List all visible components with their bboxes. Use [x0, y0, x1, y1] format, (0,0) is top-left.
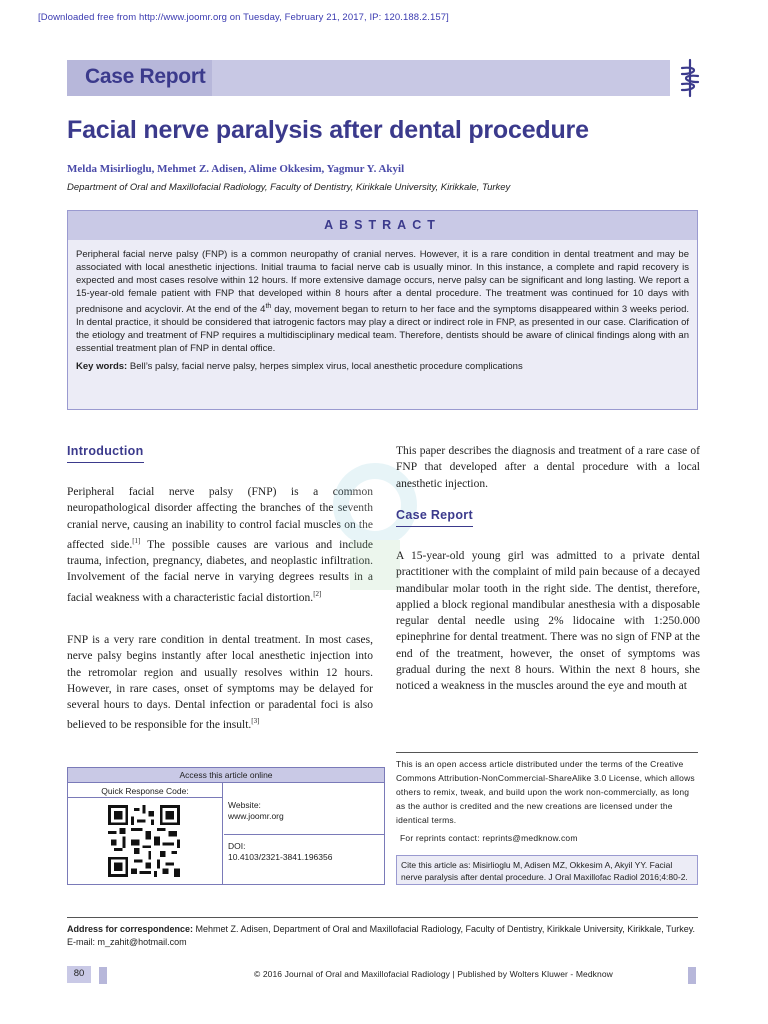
citation-box: Cite this article as: Misirlioglu M, Adisen MZ, Okkesim A, Akyil YY. Facial nerve paralysis after dental procedure. J Oral Maxillofac Radiol 2016;4:80-2. [396, 855, 698, 885]
article-type-label: Case Report [85, 65, 206, 88]
qr-column [68, 783, 223, 884]
website-link[interactable]: www.joomr.org [228, 811, 284, 821]
license-text: This is an open access article distributed under the terms of the Creative Commons Attribution-NonCommercial-ShareAlike 3.0 License, which allows others to remix, tweak, and build upon the work non-commercially, as long as the author is credited and the new creations are licensed under the identical terms. [396, 752, 698, 827]
introduction-heading: Introduction [67, 444, 144, 463]
website-block [224, 783, 384, 835]
introduction-paragraph-1: Peripheral facial nerve palsy (FNP) is a common neuropathological disorder affecting the branches of the seventh cranial nerve, causing an inability to control facial muscles on the affected side.[1] The possible causes are various and include trauma, infection, pregnancy, diabetes, and neoplastic infiltration. Involvement of the facial nerve in varying degrees results in a facial weakness with a characteristic facial distortion.[2] [67, 486, 373, 604]
introduction-paragraph-2: FNP is a very rare condition in dental treatment. In most cases, nerve palsy begins instantly after local anesthetic injection into the retromolar region and usually resolves within 12 hours. However, in rare cases, onset of symptoms may be delayed for several hours to days. Dental infection or paradental foci is also believed to be responsible for the insult.[3] [67, 634, 373, 732]
abstract-box [67, 210, 698, 410]
footer-bar-left [99, 967, 107, 984]
qr-code-icon[interactable] [108, 805, 180, 877]
qr-label: Quick Response Code: [68, 783, 222, 798]
case-report-paragraph: A 15-year-old young girl was admitted to a private dental practitioner with the complaint of mild pain because of a decayed mandibular molar tooth in the right side. The dentist, therefore, applied a block regional mandibular anesthesia with a disposable regular dental needle using 2% lidocaine with 1:250.000 epinephrine for dental treatment. There was no sign of FNP at the end of the treatment, however, the onset of symptoms was gradual during the next 8 hours. Within the next 8 hours, she noticed a weakness in the muscles around the eye and mouth at [396, 550, 700, 693]
case-report-heading: Case Report [396, 508, 473, 527]
journal-logo-icon [672, 56, 708, 100]
abstract-heading: ABSTRACT [68, 211, 697, 240]
article-title: Facial nerve paralysis after dental procedure [67, 116, 589, 144]
website-label: Website: [228, 800, 261, 810]
authors: Melda Misirlioglu, Mehmet Z. Adisen, Alime Okkesim, Yagmur Y. Akyil [67, 163, 405, 175]
page-number: 80 [67, 966, 91, 983]
doi-block [224, 835, 384, 863]
access-article-box [67, 767, 385, 885]
abstract-text: Peripheral facial nerve palsy (FNP) is a common neuropathy of cranial nerves. However, it is a rare condition in dental treatment and may be associated with local anesthetic injections. Initial trauma to facial nerve cab is usually minor. In this instance, a complete and rapid recovery is expected and most cases resolve within 12 hours. If more extensive damage occurs, nerve palsy can be significant and long lasting. We report a 15-year-old female patient with FNP that developed within 8 hours after a dental procedure. The treatment was continued for 10 days with prednisone and acyclovir. At the end of the 4th day, movement began to return to her face and the symptoms disappeared within 3 weeks period. In dental practice, it should be considered that iatrogenic factors may play a direct or indirect role in FNP, as presented in our case. Clarification of the etiology and treatment of FNP requires a multidisciplinary medical team. Therefore, dentists should be aware of clinical findings along with an essential treatment plan of FNP in dental office. [76, 249, 689, 355]
footer-bar-right [688, 967, 696, 984]
correspondence: Address for correspondence: Mehmet Z. Adisen, Department of Oral and Maxillofacial Radiology, Faculty of Dentistry, Kirikkale University, Kirikkale, Turkey. E-mail: m_zahit@hotmail.com [67, 917, 698, 949]
article-type-banner [67, 60, 670, 96]
footer-text: © 2016 Journal of Oral and Maxillofacial Radiology | Published by Wolters Kluwer - Medknow [254, 969, 613, 979]
reprints-contact[interactable]: For reprints contact: reprints@medknow.com [400, 833, 578, 843]
right-paragraph-1: This paper describes the diagnosis and treatment of a rare case of FNP that developed after a dental procedure with a local anesthetic injection. [396, 445, 700, 490]
doi-label: DOI: [228, 841, 246, 851]
doi-value[interactable]: 10.4103/2321-3841.196356 [228, 852, 333, 862]
download-note: [Downloaded free from http://www.joomr.org on Tuesday, February 21, 2017, IP: 120.188.2.157] [38, 12, 449, 23]
affiliation: Department of Oral and Maxillofacial Radiology, Faculty of Dentistry, Kirikkale University, Kirikkale, Turkey [67, 182, 511, 193]
access-heading: Access this article online [68, 768, 384, 783]
site-column [224, 783, 384, 884]
keywords: Key words: Bell’s palsy, facial nerve palsy, herpes simplex virus, local anesthetic procedure complications [76, 361, 523, 373]
